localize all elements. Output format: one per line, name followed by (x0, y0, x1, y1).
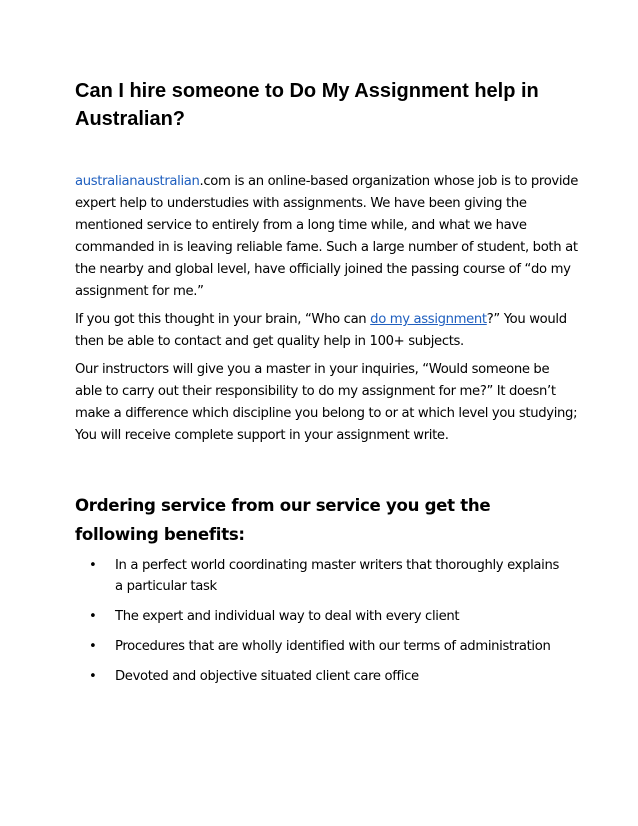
benefit-text: Devoted and objective situated client care office (115, 669, 419, 684)
bullet-icon: • (89, 669, 97, 684)
site-link[interactable]: australianaustralian (75, 174, 200, 189)
intro-text: .com is an online-based organization whose job is to provide expert help to understudies with assignments. We have been giving the mentioned service to entirely from a long time while, and what we have commanded in is leaving reliable fame. Such a large number of student, both at the nearby and global level, have officially joined the passing course of “do my assignment for me.” (75, 174, 578, 299)
bullet-icon: • (89, 609, 97, 624)
benefits-heading: Ordering service from our service you get the following benefits: (75, 496, 491, 544)
question-text-before: If you got this thought in your brain, “Who can (75, 312, 371, 327)
benefit-text: In a perfect world coordinating master writers that thoroughly explains a particular task (115, 558, 559, 594)
benefit-item (75, 606, 565, 627)
bullet-icon: • (89, 558, 97, 573)
benefit-item (75, 555, 565, 597)
benefit-item (75, 666, 565, 687)
benefit-text: The expert and individual way to deal with every client (115, 609, 460, 624)
benefits-list (75, 555, 578, 687)
instructors-paragraph: Our instructors will give you a master in your inquiries, “Would someone be able to carry out their responsibility to do my assignment for me?” It doesn’t make a difference which discipline you belong to or at which level you studying; You will receive complete support in your assignment write. (75, 362, 578, 443)
question-paragraph (75, 309, 578, 353)
do-my-assignment-link[interactable]: do my assignment (370, 312, 487, 327)
benefit-text: Procedures that are wholly identified with our terms of administration (115, 639, 551, 654)
benefit-item (75, 636, 565, 657)
question-text-after: ?” You would then be able to contact and get quality help in 100+ subjects. (75, 312, 567, 349)
intro-paragraph (75, 171, 578, 303)
page-title: Can I hire someone to Do My Assignment help in Australian? (75, 80, 539, 130)
bullet-icon: • (89, 639, 97, 654)
